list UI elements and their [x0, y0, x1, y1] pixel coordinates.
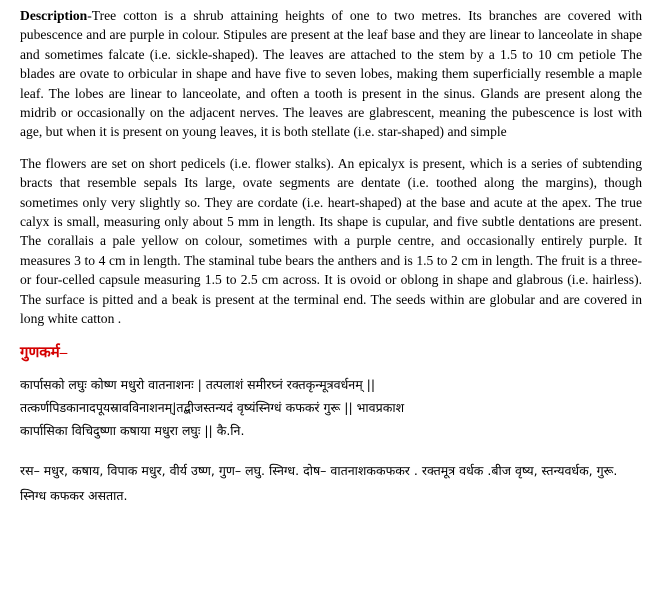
verse-line: कार्पासको लघुः कोष्ण मधुरो वातनाशनः | तत्पलाशं समीरघ्नं रक्तकृन्मूत्रवर्धनम् ||: [20, 376, 376, 392]
description-text: -Tree cotton is a shrub attaining heights of one to two metres. Its branches are covered with pubescence and are purple in colour. Stipules are present at the leaf base and they are linear to lanceolate in shape and sometimes falcate (i.e. sickle-shaped). The leaves are attached to the stem by a 1.5 to 10 cm petiole The blades are ovate to orbicular in shape and have five to seven lobes, making them superficially resemble a maple leaf. The lobes are linear to lanceolate, and often a tooth is present in the sinus. Glands are present along the midrib or occasionally on the adjacent nerves. The leaves are glabrescent, meaning the pubescence is lost with age, but when it is present on young leaves, it is both stellate (i.e. star-shaped) and simple: [20, 8, 642, 140]
sanskrit-verses: [20, 373, 642, 442]
verse-line: तत्कर्णपिडकानादपूयस्रावविनाशनम्|तद्बीजस्तन्यदं वृष्यंस्निग्धं कफकरं गुरू || भावप्रकाश: [20, 399, 405, 415]
description-paragraph: [20, 6, 642, 142]
verse-line: कार्पासिका विचिदुष्णा कषाया मधुरा लघुः || कै.नि.: [20, 422, 245, 438]
description-label: Description: [20, 8, 88, 23]
flowers-paragraph: The flowers are set on short pedicels (i.e. flower stalks). An epicalyx is present, which is a series of subtending bracts that resemble sepals Its large, ovate segments are dentate (i.e. toothed along the margins), though sometimes only very slightly so. They are cordate (i.e. heart-shaped) at the base and acute at the apex. The true calyx is small, measuring only about 5 mm in length. Its shape is cupular, and five subtle dentations are present. The corallais a pale yellow on colour, sometimes with a purple centre, and occasionally entirely purple. It measures 3 to 4 cm in length. The staminal tube bears the anthers and is 1.5 to 2 cm in length. The fruit is a three- or four-celled capsule measuring 1.5 to 2.5 cm across. It is ovoid or oblong in shape and glabrous (i.e. hairless). The surface is pitted and a beak is present at the terminal end. The seeds within are globular and are covered in long white catton .: [20, 155, 642, 327]
rasa-properties: रस– मधुर, कषाय, विपाक मधुर, वीर्य उष्ण, गुण– लघु. स्निग्ध. दोष– वातनाशककफकर . रक्तमूत्र वर्धक .बीज वृष्य, स्तन्यवर्धक, गुरू. स्निग्ध कफकर असतात.: [20, 462, 618, 503]
gunakarma-heading: गुणकर्म–: [20, 344, 68, 361]
